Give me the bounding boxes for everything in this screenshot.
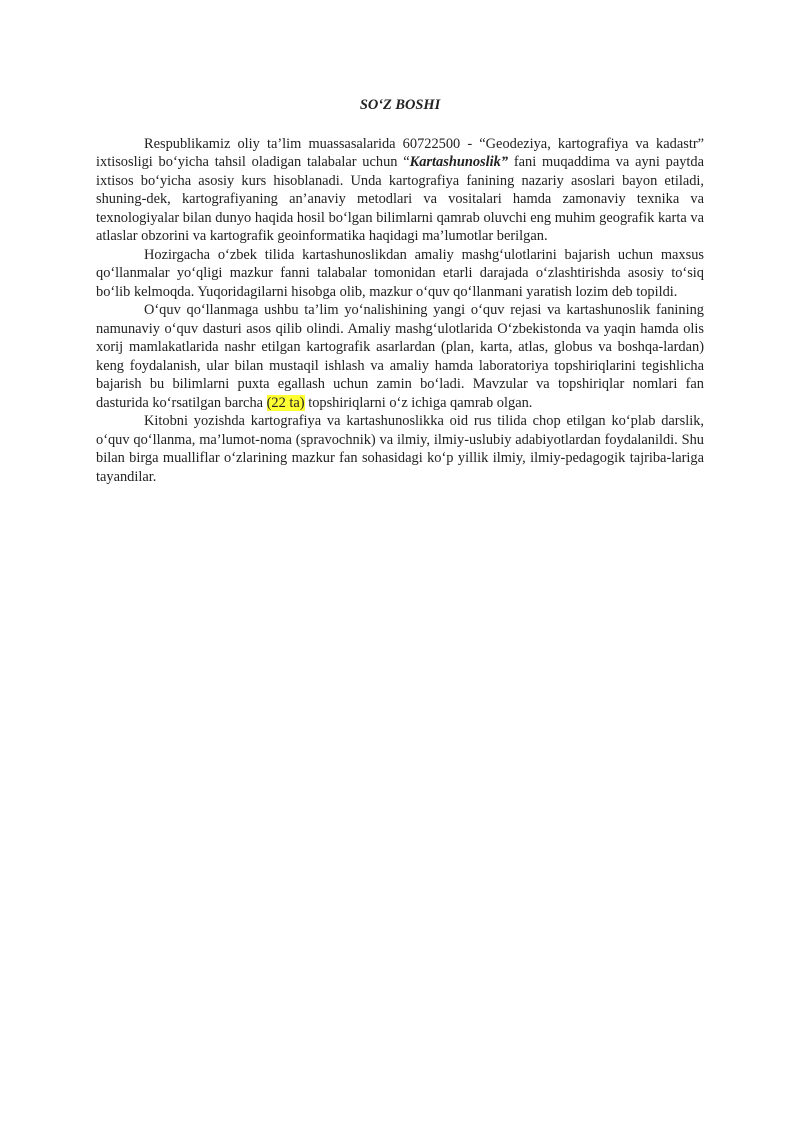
- highlighted-task-count: (22 ta): [266, 394, 305, 411]
- paragraph-basis: [96, 301, 704, 412]
- paragraph-basis-text-b: topshiriqlarni o‘z ichiga qamrab olgan.: [304, 394, 533, 411]
- paragraph-sources: Kitobni yozishda kartografiya va kartashunoslikka oid rus tilida chop etilgan ko‘plab darslik, o‘quv qo‘llanma, ma’lumot-noma (spravochnik) va ilmiy, ilmiy-uslubiy adabiyotlardan foydalanildi. Shu bilan birga mualliflar o‘zlarining mazkur fan sohasidagi ko‘p yillik ilmiy, ilmiy-pedagogik tajriba-lariga tayandilar.: [96, 413, 704, 485]
- course-name-emphasis: Kartashunoslik”: [409, 154, 509, 170]
- page-title: SO‘Z BOSHI: [359, 97, 441, 113]
- paragraph-need: Hozirgacha o‘zbek tilida kartashunoslikdan amaliy mashg‘ulotlarini bajarish uchun maxsus qo‘llanmalar yo‘qligi mazkur fanni talabalar tomonidan etarli darajada o‘zlashtirishda asosiy to‘siq bo‘lib kelmoqda. Yuqoridagilarni hisobga olib, mazkur o‘quv qo‘llanmani yaratish lozim deb topildi.: [96, 246, 704, 300]
- paragraph-intro-text-a: Respublikamiz oliy ta’lim muassasalarida 60722500 - “Geodeziya, kartografiya va kadastr” ixtisosligi bo‘yicha tahsil oladigan talabalar uchun “: [96, 135, 704, 170]
- paragraph-intro: [96, 135, 704, 246]
- document-body: [96, 96, 704, 486]
- paragraph-intro-text-b: fani muqaddima va ayni paytda ixtisos bo‘yicha asosiy kurs hisoblanadi. Unda kartografiya fanining nazariy asoslari bayon etiladi, shuning-dek, kartografiyaning an’anaviy metodlari va vositalari hamda zamonaviy texnika va texnologiyalar bilan dunyo haqida hosil bo‘lgan bilimlarni qamrab oluvchi eng muhim geografik karta va atlaslar obzorini va kartografik geoinformatika haqidagi ma’lumotlar berilgan.: [96, 154, 704, 244]
- paragraph-basis-text-a: O‘quv qo‘llanmaga ushbu ta’lim yo‘nalishining yangi o‘quv rejasi va kartashunoslik fanining namunaviy o‘quv dasturi asos qilib olindi. Amaliy mashg‘ulotlarida O‘zbekistonda va yaqin hamda olis xorij mamlakatlarida nashr etilgan kartografik asarlardan (plan, karta, atlas, globus va boshqa-lardan) keng foydalanish, ular bilan mustaqil ishlash va amaliy hamda laboratoriya topshiriqlarini tegishlicha bajarish bu bilimlarni puxta egallash uchun zamin bo‘ladi. Mavzular va topshiriqlar nomlari fan dasturida ko‘rsatilgan barcha: [96, 302, 704, 411]
